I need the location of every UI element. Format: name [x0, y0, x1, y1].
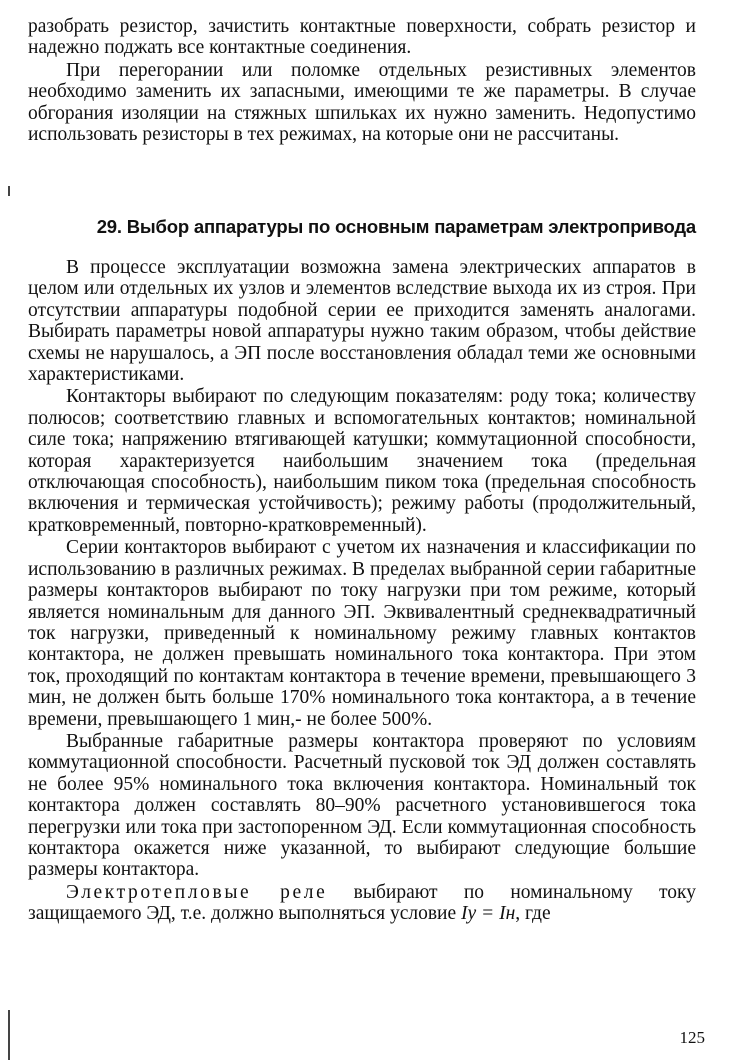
top-text-block — [28, 16, 696, 145]
paragraph-contactor-series: Серии контакторов выбирают с учетом их назначения и классификации по использованию в различных режимах. В пределах выбранной серии габаритные размеры контакторов выбирают по току нагрузки при том режиме, который является номинальным для данного ЭП. Эквивалентный среднеквадратичный ток нагрузки, приведенный к номинальному режиму главных контактов контактора, не должен превышать номинального тока контактора. При этом ток, проходящий по контактам контактора в течение времени, превышающего 3 мин, не должен быть больше 170% номинального тока контактора, а в течение времени, превышающего 1 мин,- не более 500%. — [28, 537, 696, 730]
scan-margin-mark — [8, 186, 10, 196]
paragraph-switching-capacity: Выбранные габаритные размеры контактора проверяют по условиям коммутационной способности. Расчетный пусковой ток ЭД должен составлять не более 95% номинального тока включения контактора. Номинальный ток контактора должен составлять 80–90% расчетного установившегося тока перегрузки или тока при застопоренном ЭД. Если коммутационная способность контактора окажется ниже указанной, то выбирают следующие большие размеры контактора. — [28, 730, 696, 881]
spaced-term: Электротепловые реле — [66, 881, 328, 903]
paragraph-intro: В процессе эксплуатации возможна замена электрических аппаратов в целом или отдельных их узлов и элементов вследствие выхода их из строя. При отсутствии аппаратуры подобной серии ее приходится заменять аналогами. Выбирать параметры новой аппаратуры нужно таким образом, чтобы действие схемы не нарушалось, а ЭП после восстановления обладал теми же основными характеристиками. — [28, 257, 696, 386]
thermal-relay-tail: , где — [515, 903, 551, 925]
paragraph-resistor-replacement: При перегорании или поломке отдельных резистивных элементов необходимо заменить их запасными, имеющими те же параметры. В случае обгорания изоляции на стяжных шпильках их нужно заменить. Недопустимо использовать резисторы в тех режимах, на которые они не рассчитаны. — [28, 59, 696, 146]
section-body — [28, 257, 696, 925]
paragraph-contactor-criteria: Контакторы выбирают по следующим показателям: роду тока; количеству полюсов; соответствию главных и вспомогательных контактов; номинальной силе тока; напряжению втягивающей катушки; коммутационной способности, которая характеризуется наибольшим значением тока (предельная отключающая способность), наибольшим пиком тока (предельная способность включения и термическая устойчивость); режиму работы (продолжительный, кратковременный, повторно-кратковременный). — [28, 386, 696, 536]
thermal-relay-text: выбирают по номинальному току защищаемого ЭД, т.е. должно выполняться условие — [28, 881, 696, 925]
paragraph-continued: разобрать резистор, зачистить контактные поверхности, собрать резистор и надежно поджать все контактные соединения. — [28, 16, 696, 59]
scan-margin-mark — [8, 1010, 10, 1060]
section-heading: 29. Выбор аппаратуры по основным параметрам электропривода — [96, 216, 696, 237]
page-number: 125 — [679, 1028, 705, 1047]
paragraph-thermal-relay — [28, 882, 696, 925]
current-condition-formula: Iу = Iн — [461, 903, 516, 925]
